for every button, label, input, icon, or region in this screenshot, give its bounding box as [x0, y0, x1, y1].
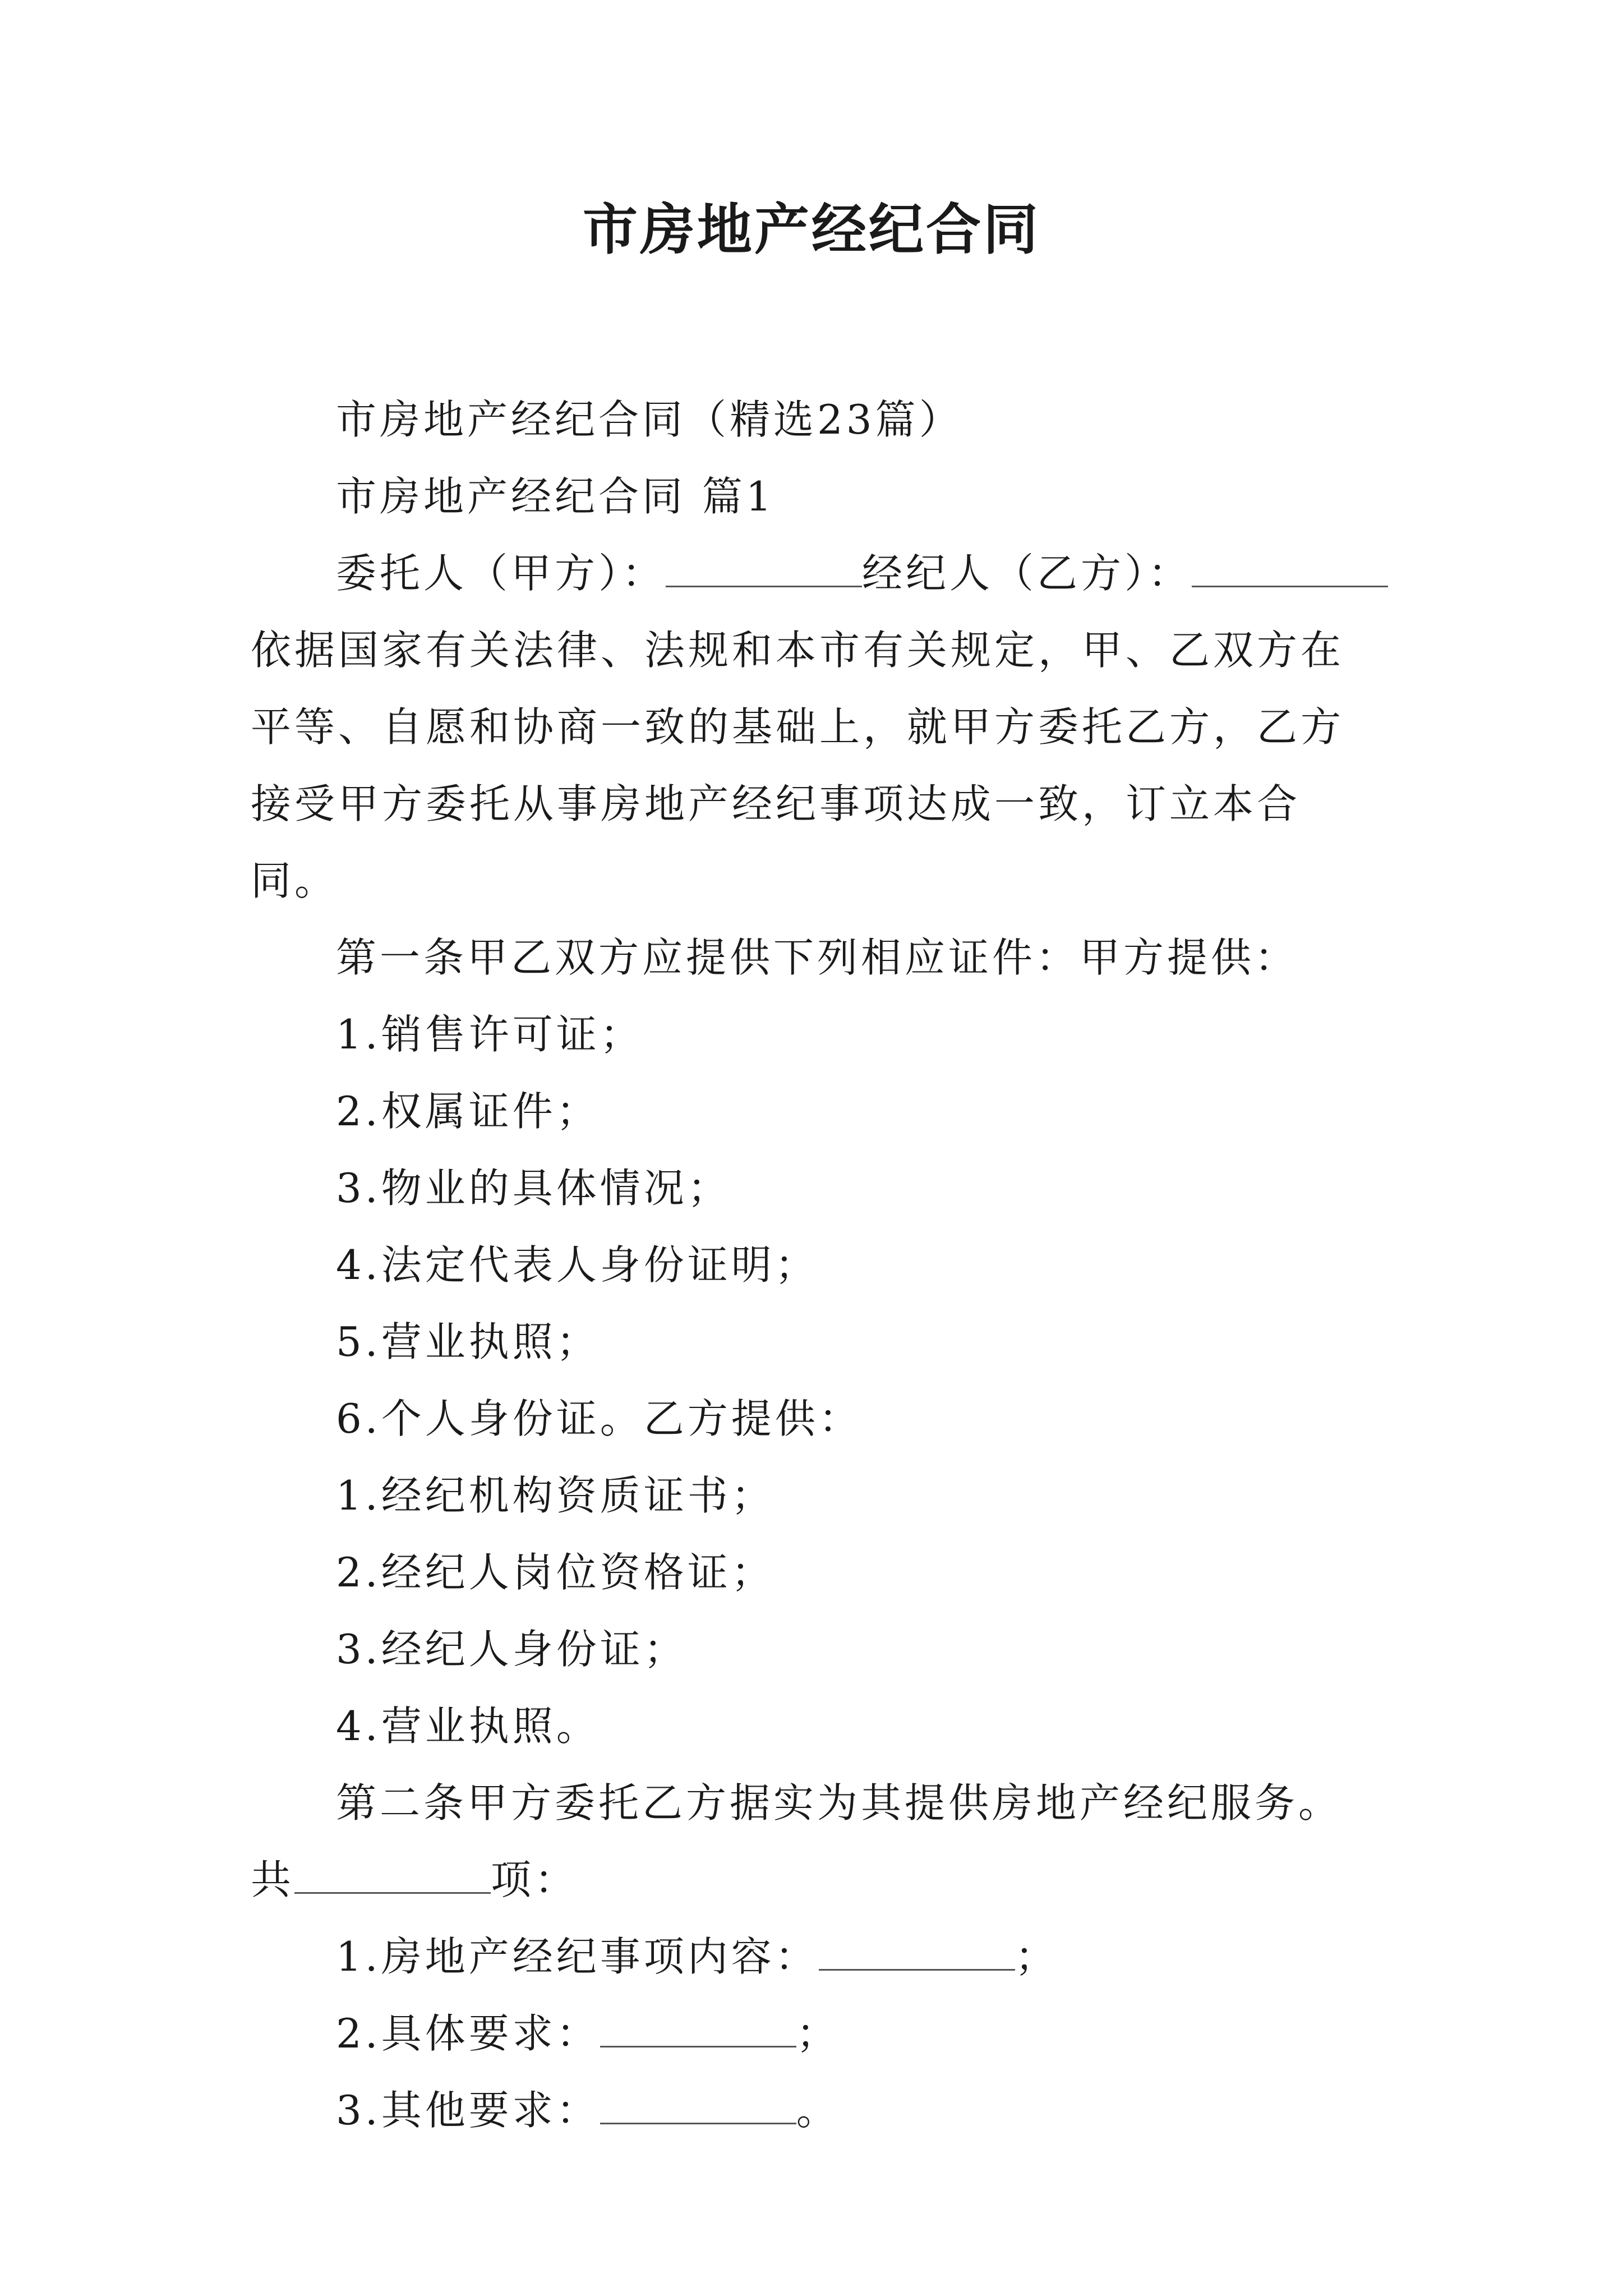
party-a-label: 委托人（甲方）： [336, 550, 666, 597]
article-2-item-blank [600, 2086, 796, 2124]
section-heading: 市房地产经纪合同 篇1 [336, 473, 775, 520]
article-2-item [251, 1918, 1378, 1995]
article-2-text: 第二条甲方委托乙方据实为其提供房地产经纪服务。共 [251, 1779, 1343, 1903]
party-a-doc-item: 1.销售许可证； [336, 1011, 644, 1058]
article-2-item-label: 3.其他要求： [336, 2087, 600, 2134]
party-b-doc-item: 3.经纪人身份证； [336, 1626, 688, 1673]
article-2-text-end: 项： [491, 1856, 579, 1903]
article-2-item-suffix: ； [796, 2010, 840, 2057]
party-a-doc-item: 3.物业的具体情况； [336, 1165, 731, 1212]
article-2-item-suffix: ； [1015, 1933, 1059, 1980]
party-a-doc-item: 2.权属证件； [336, 1088, 600, 1135]
party-b-blank [1192, 549, 1388, 587]
intro-paragraph: 依据国家有关法律、法规和本市有关规定，甲、乙双方在平等、自愿和协商一致的基础上，就甲方委托乙方，乙方接受甲方委托从事房地产经纪事项达成一致，订立本合同。 [251, 627, 1345, 904]
article-2-item-blank [600, 2009, 796, 2047]
party-b-doc-item: 2.经纪人岗位资格证； [336, 1549, 775, 1596]
parties-line [251, 535, 1378, 612]
party-a-doc-item: 5.营业执照； [336, 1318, 600, 1365]
article-2-item-label: 1.房地产经纪事项内容： [336, 1933, 819, 1980]
article-2-item-label: 2.具体要求： [336, 2010, 600, 2057]
document-body [251, 381, 1378, 2149]
article-2-item-suffix: 。 [796, 2087, 840, 2134]
party-b-doc-item: 1.经纪机构资质证书； [336, 1472, 775, 1519]
article-2-item-blank [819, 1932, 1015, 1971]
article-2 [251, 1765, 1378, 1918]
article-2-item [251, 2072, 1378, 2149]
document-title: 市房地产经纪合同 [582, 197, 1040, 262]
subtitle: 市房地产经纪合同（精选23篇） [336, 396, 963, 443]
article-2-count-blank [294, 1856, 491, 1894]
party-a-blank [666, 549, 862, 587]
article-1: 第一条甲乙双方应提供下列相应证件：甲方提供： [336, 934, 1299, 981]
article-2-item [251, 1995, 1378, 2072]
party-b-label: 经纪人（乙方）： [862, 550, 1192, 597]
party-a-doc-item: 4.法定代表人身份证明； [336, 1241, 819, 1289]
party-b-doc-item: 4.营业执照。 [336, 1703, 600, 1750]
party-a-doc-item: 6.个人身份证。乙方提供： [336, 1395, 863, 1442]
